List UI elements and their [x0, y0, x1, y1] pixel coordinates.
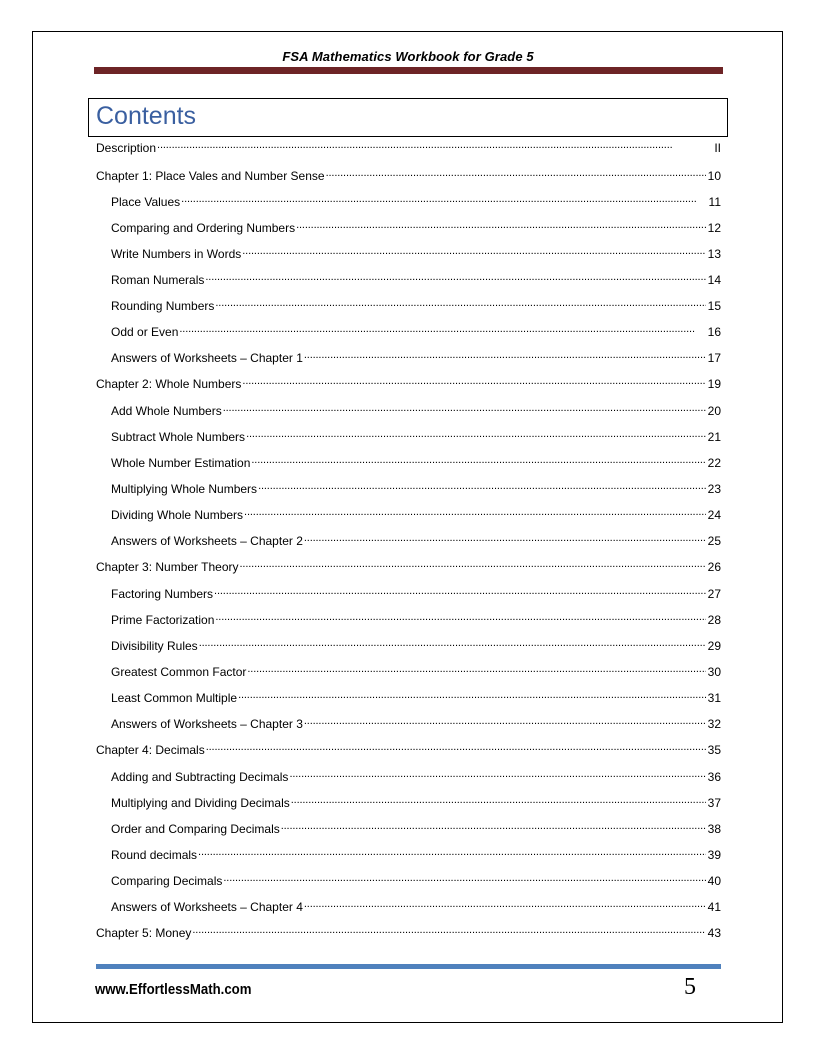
toc-entry-title: Answers of Worksheets – Chapter 3 [111, 717, 303, 731]
toc-dot-leader [215, 612, 705, 624]
toc-page-number: 17 [707, 351, 721, 365]
toc-entry-title: Chapter 4: Decimals [96, 743, 205, 757]
toc-chapter-entry[interactable] [96, 742, 721, 758]
toc-section-entry[interactable] [111, 847, 721, 863]
toc-dot-leader [304, 533, 706, 545]
toc-entry-title: Adding and Subtracting Decimals [111, 770, 289, 784]
toc-entry-title: Comparing and Ordering Numbers [111, 221, 296, 235]
toc-page-number: 13 [707, 247, 721, 261]
toc-dot-leader [192, 925, 705, 937]
toc-dot-leader [205, 272, 705, 284]
header-rule [94, 67, 723, 74]
toc-dot-leader [240, 559, 706, 571]
toc-dot-leader [242, 246, 705, 258]
toc-page-number: 23 [707, 482, 721, 496]
toc-chapter-entry[interactable] [96, 559, 721, 575]
toc-page-number: 15 [707, 299, 721, 313]
footer-website[interactable]: www.EffortlessMath.com [95, 981, 252, 998]
toc-entry-title: Subtract Whole Numbers [111, 430, 246, 444]
toc-section-entry[interactable] [111, 298, 721, 314]
toc-page-number: 14 [707, 273, 721, 287]
toc-dot-leader [223, 873, 705, 885]
toc-dot-leader [296, 220, 706, 232]
toc-chapter-entry[interactable] [96, 925, 721, 941]
toc-entry-title: Factoring Numbers [111, 587, 214, 601]
footer-rule [96, 964, 721, 969]
toc-entry-title: Description [96, 141, 157, 155]
toc-entry-title: Prime Factorization [111, 613, 215, 627]
toc-dot-leader [281, 821, 706, 833]
toc-dot-leader [289, 769, 705, 781]
toc-page-number: 29 [707, 639, 721, 653]
toc-page-number: 37 [707, 796, 721, 810]
toc-entry-title: Answers of Worksheets – Chapter 1 [111, 351, 303, 365]
toc-entry-title: Multiplying and Dividing Decimals [111, 796, 290, 810]
toc-section-entry[interactable] [111, 246, 721, 262]
toc-page-number: 26 [707, 560, 721, 574]
toc-page-number: 19 [707, 377, 721, 391]
toc-dot-leader [244, 507, 706, 519]
toc-dot-leader [215, 298, 705, 310]
toc-page-number: 21 [707, 430, 721, 444]
toc-entry-title: Answers of Worksheets – Chapter 4 [111, 900, 303, 914]
toc-page-number: 40 [707, 874, 721, 888]
toc-page-number: 43 [707, 926, 721, 940]
toc-section-entry[interactable] [111, 350, 721, 366]
toc-section-entry[interactable] [111, 272, 721, 288]
page-number: 5 [684, 974, 696, 1000]
toc-page-number: 28 [707, 613, 721, 627]
toc-page-number: 25 [707, 534, 721, 548]
toc-page-number: 35 [707, 743, 721, 757]
toc-page-number: 41 [707, 900, 721, 914]
toc-section-entry[interactable] [111, 533, 721, 549]
toc-dot-leader [258, 481, 706, 493]
toc-page-number: 22 [707, 456, 721, 470]
toc-section-entry[interactable] [111, 481, 721, 497]
toc-dot-leader [242, 376, 705, 388]
toc-dot-leader [157, 140, 712, 152]
toc-dot-leader [246, 429, 706, 441]
toc-entry-title: Write Numbers in Words [111, 247, 242, 261]
toc-entry-title: Least Common Multiple [111, 691, 238, 705]
toc-entry-title: Divisibility Rules [111, 639, 198, 653]
running-header: FSA Mathematics Workbook for Grade 5 [282, 49, 534, 64]
toc-dot-leader [238, 690, 706, 702]
toc-section-entry[interactable] [111, 194, 721, 210]
toc-page-number: 16 [707, 325, 721, 339]
toc-entry-title: Multiplying Whole Numbers [111, 482, 258, 496]
toc-dot-leader [199, 638, 706, 650]
toc-section-entry[interactable] [111, 664, 721, 680]
toc-section-entry[interactable] [111, 324, 721, 340]
toc-dot-leader [206, 742, 706, 754]
toc-entry-title: Chapter 1: Place Vales and Number Sense [96, 169, 325, 183]
toc-dot-leader [214, 586, 706, 598]
toc-entry-title: Greatest Common Factor [111, 665, 247, 679]
toc-page-number: 30 [707, 665, 721, 679]
toc-entry-title: Chapter 5: Money [96, 926, 192, 940]
toc-entry-title: Dividing Whole Numbers [111, 508, 244, 522]
toc-entry-title: Chapter 2: Whole Numbers [96, 377, 242, 391]
toc-entry-title: Comparing Decimals [111, 874, 223, 888]
toc-page-number: 10 [707, 169, 721, 183]
toc-chapter-entry[interactable] [96, 168, 721, 184]
toc-entry-title: Add Whole Numbers [111, 404, 222, 418]
toc-page-number: 32 [707, 717, 721, 731]
toc-dot-leader [181, 194, 706, 206]
toc-section-entry[interactable] [111, 455, 721, 471]
toc-section-entry[interactable] [111, 429, 721, 445]
toc-dot-leader [179, 324, 705, 336]
toc-entry-title: Place Values [111, 195, 181, 209]
toc-page-number: 38 [707, 822, 721, 836]
toc-entry-title: Order and Comparing Decimals [111, 822, 280, 836]
toc-section-entry[interactable] [111, 716, 721, 732]
toc-chapter-entry[interactable] [96, 376, 721, 392]
toc-dot-leader [304, 716, 706, 728]
toc-page-number: 36 [707, 770, 721, 784]
toc-section-entry[interactable] [111, 821, 721, 837]
toc-entry-title: Answers of Worksheets – Chapter 2 [111, 534, 303, 548]
toc-section-entry[interactable] [111, 612, 721, 628]
toc-dot-leader [326, 168, 706, 180]
toc-section-entry[interactable] [111, 690, 721, 706]
toc-page-number: 39 [707, 848, 721, 862]
toc-entry-title: Round decimals [111, 848, 198, 862]
toc-section-entry[interactable] [111, 899, 721, 915]
contents-heading-box [88, 98, 728, 137]
toc-page-number: 27 [707, 587, 721, 601]
toc-page-number: 24 [707, 508, 721, 522]
toc-entry-title: Whole Number Estimation [111, 456, 251, 470]
toc-section-entry[interactable] [111, 795, 721, 811]
toc-dot-leader [304, 350, 706, 362]
toc-section-entry[interactable] [111, 586, 721, 602]
contents-heading: Contents [96, 102, 197, 130]
toc-chapter-entry[interactable] [96, 140, 721, 156]
toc-entry-title: Chapter 3: Number Theory [96, 560, 239, 574]
toc-entry-title: Rounding Numbers [111, 299, 215, 313]
toc-section-entry[interactable] [111, 507, 721, 523]
toc-entry-title: Roman Numerals [111, 273, 205, 287]
toc-dot-leader [247, 664, 705, 676]
toc-section-entry[interactable] [111, 638, 721, 654]
toc-dot-leader [251, 455, 705, 467]
toc-section-entry[interactable] [111, 220, 721, 236]
toc-dot-leader [223, 403, 706, 415]
toc-page-number: 31 [707, 691, 721, 705]
toc-section-entry[interactable] [111, 873, 721, 889]
toc-page-number: 12 [707, 221, 721, 235]
toc-dot-leader [304, 899, 706, 911]
toc-page-number: 11 [708, 195, 721, 209]
toc-dot-leader [198, 847, 706, 859]
toc-entry-title: Odd or Even [111, 325, 179, 339]
toc-page-number: II [714, 141, 721, 155]
toc-section-entry[interactable] [111, 403, 721, 419]
toc-dot-leader [291, 795, 706, 807]
toc-page-number: 20 [707, 404, 721, 418]
toc-section-entry[interactable] [111, 769, 721, 785]
